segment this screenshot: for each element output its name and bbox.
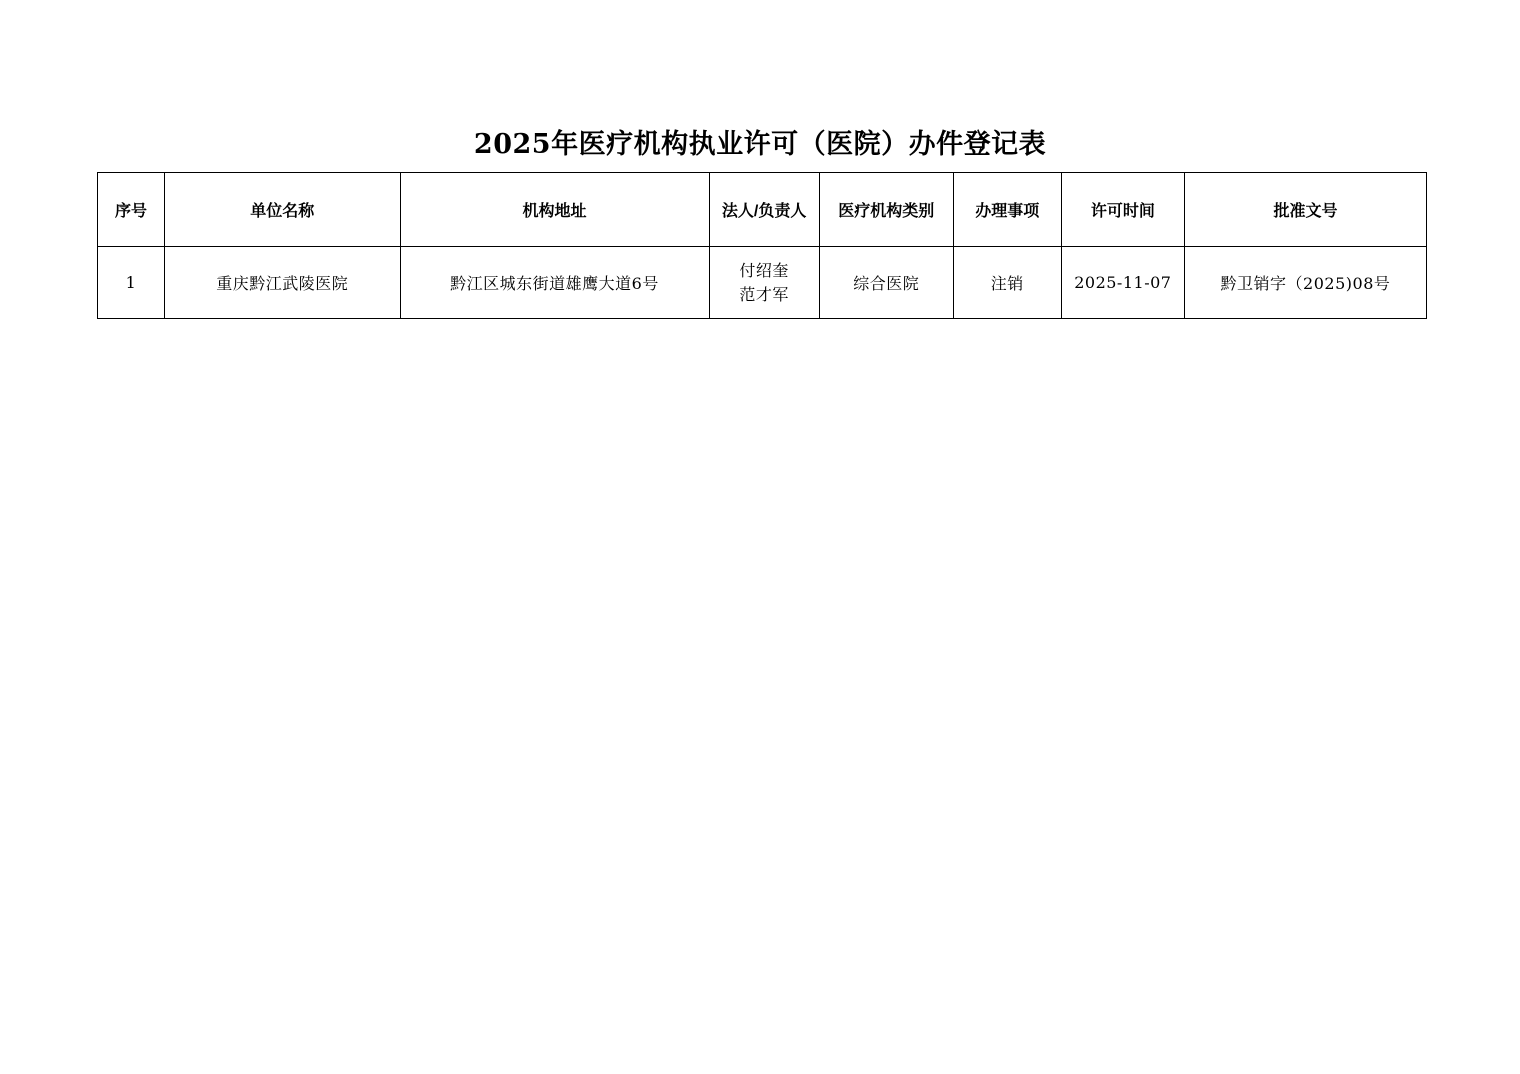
column-header-permit-date: 许可时间	[1061, 173, 1184, 247]
cell-address: 黔江区城东街道雄鹰大道6号	[400, 247, 709, 319]
table-body	[98, 247, 1427, 319]
table-row	[98, 247, 1427, 319]
cell-institution-type: 综合医院	[819, 247, 953, 319]
registration-table-container	[97, 172, 1427, 319]
table-header-row	[98, 173, 1427, 247]
cell-matter: 注销	[953, 247, 1061, 319]
column-header-institution-type: 医疗机构类别	[819, 173, 953, 247]
cell-index: 1	[98, 247, 165, 319]
page-title: 2025年医疗机构执业许可（医院）办件登记表	[473, 129, 1047, 160]
cell-unit-name: 重庆黔江武陵医院	[164, 247, 400, 319]
column-header-unit-name: 单位名称	[164, 173, 400, 247]
legal-person-name-1: 付绍奎	[739, 261, 789, 281]
table-header	[98, 173, 1427, 247]
cell-permit-date: 2025-11-07	[1061, 247, 1184, 319]
column-header-address: 机构地址	[400, 173, 709, 247]
cell-approval-doc-no: 黔卫销字（2025)08号	[1184, 247, 1426, 319]
registration-table	[97, 172, 1427, 319]
cell-legal-person	[709, 247, 819, 319]
legal-person-name-2: 范才军	[739, 284, 789, 304]
column-header-legal-person: 法人/负责人	[709, 173, 819, 247]
column-header-index: 序号	[98, 173, 165, 247]
column-header-approval-doc-no: 批准文号	[1184, 173, 1426, 247]
column-header-matter: 办理事项	[953, 173, 1061, 247]
